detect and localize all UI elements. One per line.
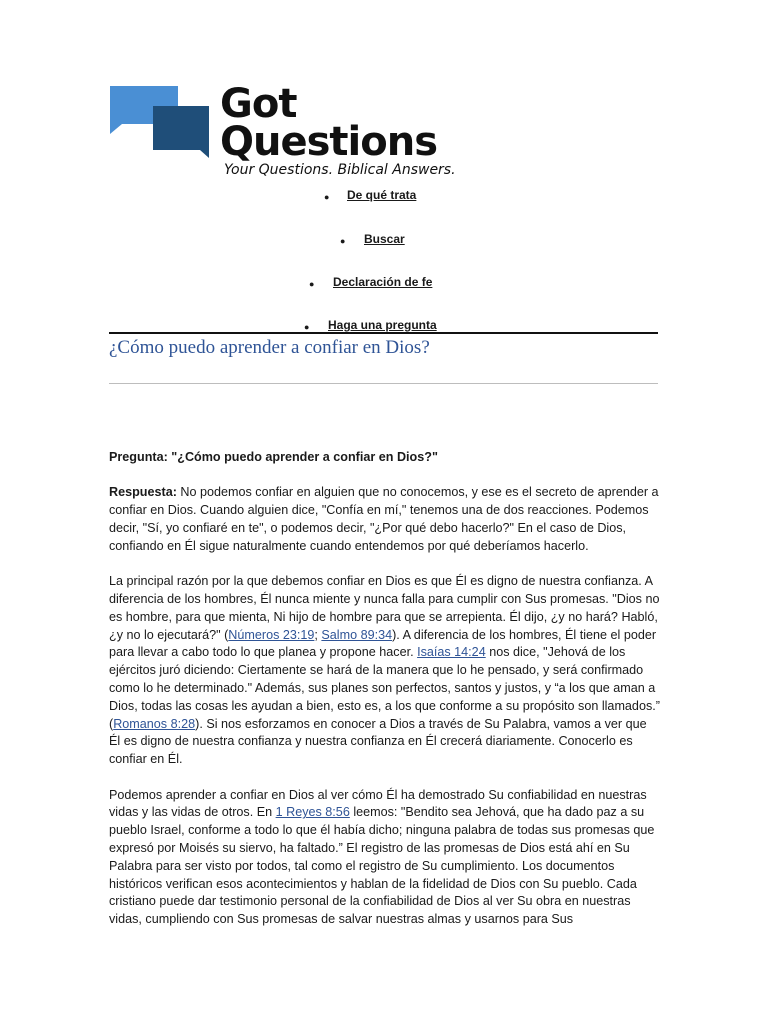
speech-bubbles-icon xyxy=(108,84,212,162)
got-questions-logo[interactable] xyxy=(108,81,468,184)
page-title: ¿Cómo puedo aprender a confiar en Dios? xyxy=(109,337,430,358)
logo-word-questions: Questions xyxy=(220,119,438,165)
bullet-icon: ● xyxy=(309,279,315,289)
nav-link-statement-of-faith[interactable]: Declaración de fe xyxy=(333,275,433,289)
paragraph-text: leemos: "Bendito sea Jehová, que ha dado paz a su pueblo Israel, conforme a todo lo que él había dicho; ninguna palabra de todas sus promesas que expresó por Moisés su siervo, ha faltado.” El registro de las promesas de Dios está ahí en Su Palabra para ser visto por todos, tal como el registro de Su cumplimiento. Los documentos históricos verifican esos acontecimientos y hablan de la fidelidad de Dios con Su pueblo. Cada cristiano puede dar testimonio personal de la confiabilidad de Dios al ver Su obra en nuestras vidas, cumpliendo con Sus promesas de salvar nuestras almas y usarnos para Sus xyxy=(109,805,655,927)
paragraph-2 xyxy=(109,573,661,769)
title-divider xyxy=(109,383,658,384)
logo-tagline: Your Questions. Biblical Answers. xyxy=(224,162,456,178)
divider xyxy=(109,332,658,334)
answer-text: No podemos confiar en alguien que no conocemos, y ese es el secreto de aprender a confiar en Dios. Cuando alguien dice, "Confía en mí," tenemos una de dos reacciones. Podemos decir, "Sí, yo confiaré en te", o podemos decir, "¿Por qué debo hacerlo?" En el caso de Dios, confiando en Él sigue naturalmente cuando entendemos por qué deberíamos hacerlo. xyxy=(109,485,659,553)
scripture-link-romanos-8-28[interactable]: Romanos 8:28 xyxy=(113,716,196,731)
logo-word-got: Got xyxy=(220,81,297,127)
paragraph-3 xyxy=(109,787,661,929)
bullet-icon: ● xyxy=(340,236,346,246)
paragraph-text: La principal razón por la que debemos confiar en Dios es que Él es digno de nuestra confianza. A diferencia de los hombres, Él nunca miente y nunca falla para cumplir con Sus promesas. "Dios no es hombre, para que mienta, Ni hijo de hombre para que se arrepienta. Él dijo, ¿y no hará? Habló, ¿y no lo ejecutará?" ( xyxy=(109,574,660,642)
paragraph-text: nos dice, "Jehová de los ejércitos juró diciendo: Ciertamente se hará de la manera que lo he pensado, y será confirmado como lo he determinado." Además, sus planes son perfectos, santos y justos, y “a los que aman a Dios, todas las cosas les ayudan a bien, esto es, a los que conforme a su propósito son llamados.” ( xyxy=(109,645,660,731)
question-paragraph xyxy=(109,449,661,467)
nav-link-search[interactable]: Buscar xyxy=(364,232,405,246)
question-label: Pregunta: "¿Cómo puedo aprender a confiar en Dios?" xyxy=(109,450,438,464)
article-body xyxy=(109,449,661,947)
scripture-link-1-reyes-8-56[interactable]: 1 Reyes 8:56 xyxy=(275,805,350,820)
paragraph-text: ). A diferencia de los hombres, Él tiene el poder para llevar a cabo todo lo que planea y propone hacer. xyxy=(109,627,657,660)
paragraph-text: Podemos aprender a confiar en Dios al ver cómo Él ha demostrado Su confiabilidad en nuestras vidas y las vidas de otros. En xyxy=(109,787,647,820)
separator-text: ; xyxy=(314,627,322,642)
scripture-link-isaias-14-24[interactable]: Isaías 14:24 xyxy=(417,645,486,660)
paragraph-text: ). Si nos esforzamos en conocer a Dios a través de Su Palabra, vamos a ver que Él es digno de nuestra confianza y nuestra confianza en Él crecerá diariamente. Conocerlo es confiar en Él. xyxy=(109,716,647,767)
bullet-icon: ● xyxy=(304,322,310,332)
nav-link-ask-question[interactable]: Haga una pregunta xyxy=(328,318,437,332)
nav-link-about[interactable]: De qué trata xyxy=(347,188,417,202)
bullet-icon: ● xyxy=(324,192,330,202)
answer-paragraph xyxy=(109,484,661,555)
scripture-link-numeros-23-19[interactable]: Números 23:19 xyxy=(228,627,315,642)
scripture-link-salmo-89-34[interactable]: Salmo 89:34 xyxy=(321,627,393,642)
answer-label: Respuesta: xyxy=(109,485,177,500)
